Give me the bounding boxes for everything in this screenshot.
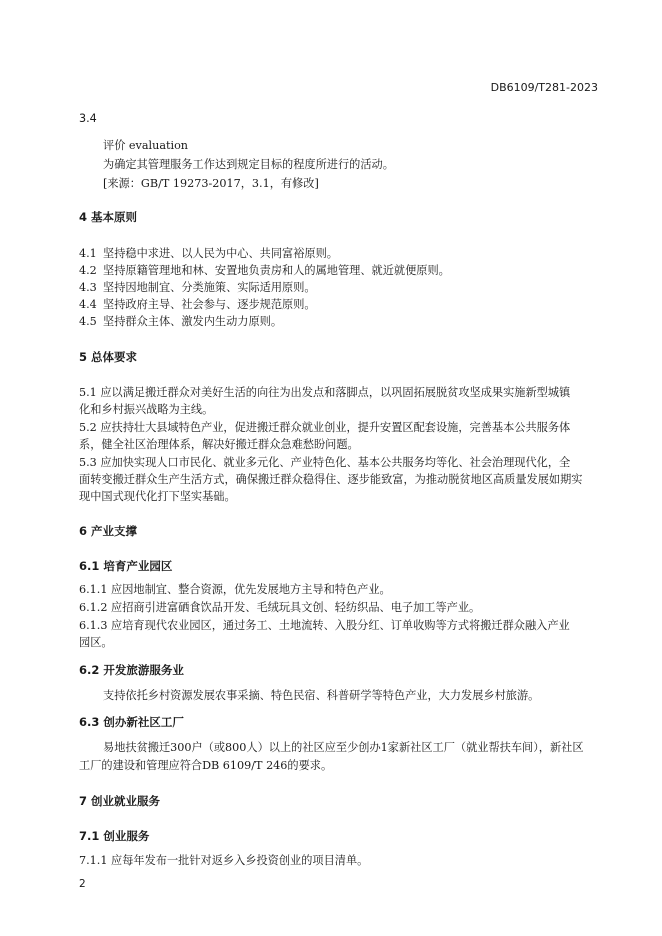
term-definition: 为确定其管理服务工作达到规定目标的程度所进行的活动。 [103, 158, 394, 171]
section-6-2-heading: 6.2 开发旅游服务业 [79, 663, 184, 677]
list-item: 园区。 [79, 636, 113, 649]
section-6-heading: 6 产业支撑 [79, 524, 138, 538]
paragraph-line: 易地扶贫搬迁300户（或800人）以上的社区应至少创办1家新社区工厂（就业帮扶车间），新社区 [103, 741, 584, 754]
page-number: 2 [79, 878, 86, 890]
section-4-heading: 4 基本原则 [79, 210, 138, 224]
list-item: 4.1 坚持稳中求进、以人民为中心、共同富裕原则。 [79, 247, 338, 260]
paragraph-line: 化和乡村振兴战略为主线。 [79, 403, 214, 416]
list-item: 4.3 坚持因地制宜、分类施策、实际适用原则。 [79, 281, 316, 294]
list-item: 7.1.1 应每年发布一批针对返乡入乡投资创业的项目清单。 [79, 854, 369, 867]
paragraph-line: 工厂的建设和管理应符合DB 6109/T 246的要求。 [79, 759, 333, 772]
list-item: 4.5 坚持群众主体、激发内生动力原则。 [79, 315, 283, 328]
section-6-1-heading: 6.1 培育产业园区 [79, 559, 173, 573]
term-source: [来源：GB/T 19273-2017，3.1，有修改] [103, 177, 319, 190]
paragraph-line: 支持依托乡村资源发展农事采摘、特色民宿、科普研学等特色产业，大力发展乡村旅游。 [103, 689, 540, 702]
paragraph-line: 系，健全社区治理体系，解决好搬迁群众急难愁盼问题。 [79, 438, 359, 451]
paragraph-line: 面转变搬迁群众生产生活方式，确保搬迁群众稳得住、逐步能致富，为推动脱贫地区高质量发展如期实 [79, 473, 583, 486]
paragraph-line: 5.1 应以满足搬迁群众对美好生活的向往为出发点和落脚点，以巩固拓展脱贫攻坚成果实施新型城镇 [79, 386, 571, 399]
list-item: 4.2 坚持原籍管理地和林、安置地负责房和人的属地管理、就近就便原则。 [79, 264, 450, 277]
paragraph-line: 5.3 应加快实现人口市民化、就业多元化、产业特色化、基本公共服务均等化、社会治理现代化，全 [79, 456, 571, 469]
section-7-1-heading: 7.1 创业服务 [79, 829, 150, 843]
document-id: DB6109/T281-2023 [490, 81, 598, 94]
term-evaluation: 评价 evaluation [103, 139, 189, 152]
section-6-3-heading: 6.3 创办新社区工厂 [79, 715, 184, 729]
list-item: 4.4 坚持政府主导、社会参与、逐步规范原则。 [79, 298, 316, 311]
section-7-heading: 7 创业就业服务 [79, 794, 161, 808]
section-3-4-number: 3.4 [79, 112, 97, 125]
paragraph-line: 现中国式现代化打下坚实基础。 [79, 490, 236, 503]
list-item: 6.1.3 应培育现代农业园区，通过务工、土地流转、入股分红、订单收购等方式将搬迁群众融入产业 [79, 619, 570, 632]
list-item: 6.1.1 应因地制宜、整合资源，优先发展地方主导和特色产业。 [79, 583, 391, 596]
section-5-heading: 5 总体要求 [79, 350, 138, 364]
paragraph-line: 5.2 应扶持壮大县域特色产业，促进搬迁群众就业创业，提升安置区配套设施，完善基本公共服务体 [79, 421, 571, 434]
list-item: 6.1.2 应招商引进富硒食饮品开发、毛绒玩具文创、轻纺织品、电子加工等产业。 [79, 601, 481, 614]
